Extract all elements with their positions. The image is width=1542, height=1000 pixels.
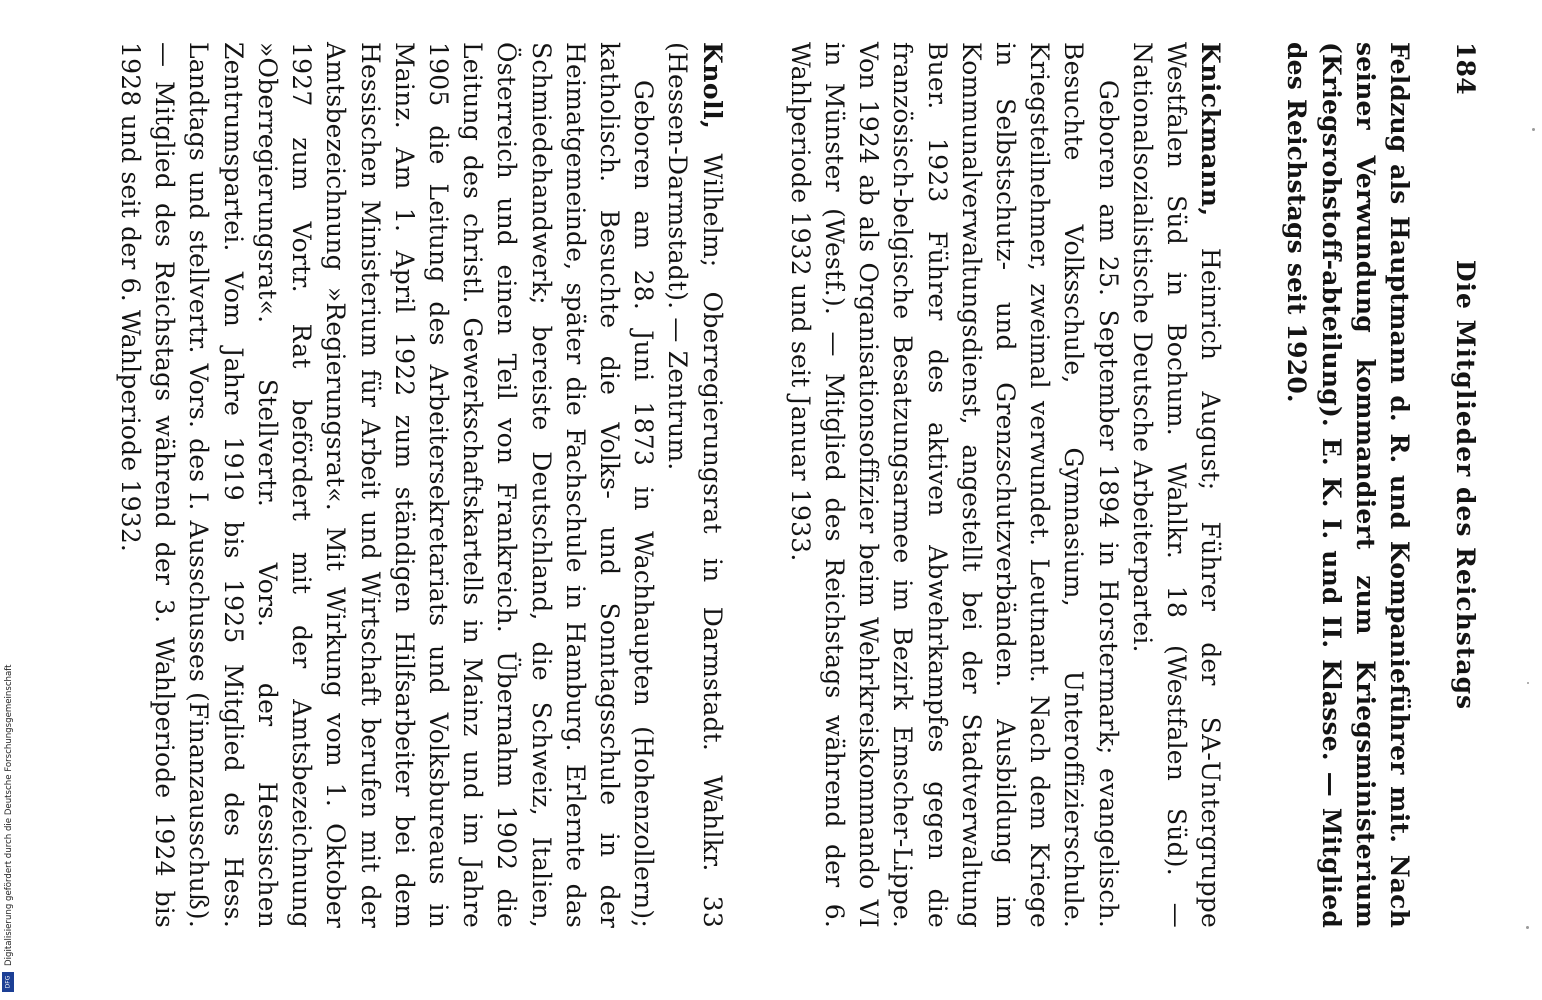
funding-credit-text: Digitalisierung gefördert durch die Deutsche Forschungsgemeinschaft xyxy=(4,664,14,966)
scan-speck xyxy=(1532,128,1535,131)
entry-body: Geboren am 28. Juni 1873 in Wachhaupten (Hohenzollern); katholisch. Besuchte die Volks- und Sonntagsschule in der Heimatgemeinde, später die Fachschule in Hamburg. Erlernte das Schmiedehandwerk; bereiste Deutschland, die Schweiz, Italien, Österreich und einen Teil von Frankreich. Übernahm 1902 die Leitung des christl. Gewerkschaftskartells in Mainz und im Jahre 1905 die Leitung des Arbeitersekretariats und Volksbureaus in Mainz. Am 1. April 1922 zum ständigen Hilfsarbeiter bei dem Hessischen Ministerium für Arbeit und Wirtschaft berufen mit der Amtsbezeichnung »Regierungsrat«. Mit Wirkung vom 1. Oktober 1927 zum Vortr. Rat befördert mit der Amtsbezeichnung »Oberregierungsrat«. Stellvertr. Vors. der Hessischen Zentrumspartei. Vom Jahre 1919 bis 1925 Mitglied des Hess. Landtags und stellvertr. Vors. des I. Ausschusses (Finanzausschuß). — Mitglied des Reichstags während der 3. Wahlperiode 1924 bis 1928 und seit der 6. Wahlperiode 1932. xyxy=(116,42,659,928)
page-number: 184 xyxy=(1451,42,1480,95)
biography-entry xyxy=(783,42,1228,928)
dfg-logo-icon: DFG xyxy=(2,972,14,992)
scan-speck xyxy=(1527,682,1529,684)
scan-credit xyxy=(2,606,16,994)
entry-body: Geboren am 25. September 1894 in Horstermark; evangelisch. Besuchte Volksschule, Gymnasium, Unteroffizierschule. Kriegsteilnehmer, zweimal verwundet. Leutnant. Nach dem Kriege in Selbstschutz- und Grenzschutzverbänden. Ausbildung im Kommunalverwaltungsdienst, angestellt bei der Stadtverwaltung Buer. 1923 Führer des aktiven Abwehrkampfes gegen die französisch-belgische Besatzungsarmee im Bezirk Emscher-Lippe. Von 1924 ab als Organisationsoffizier beim Wehrkreiskommando VI in Münster (Westf.). — Mitglied des Reichstags während der 6. Wahlperiode 1932 und seit Januar 1933. xyxy=(785,42,1123,928)
entry-heading-text: Heinrich August; Führer der SA-Untergruppe Westfalen Süd in Bochum. Wahlkr. 18 (Westfalen Süd). — Nationalsozialistische Deutsche Arbeiterpartei. xyxy=(1127,42,1226,928)
scan-speck xyxy=(1526,926,1529,929)
entry-heading xyxy=(660,42,728,928)
entry-name: Knickmann, xyxy=(1196,42,1226,217)
entry-name: Knoll, xyxy=(697,42,727,130)
biography-entry xyxy=(113,42,729,928)
page-content xyxy=(59,42,1482,928)
running-title: Die Mitglieder des Reichstags xyxy=(1451,259,1480,711)
entry-heading xyxy=(1125,42,1228,928)
running-head xyxy=(1448,42,1482,928)
continued-entry-text: Feldzug als Hauptmann d. R. und Kompanieführer mit. Nach seiner Verwundung kommandiert zum Kriegsministerium (Kriegsrohstoff-abteilung). E. K. I. und II. Klasse. — Mitglied des Reichstags seit 1920. xyxy=(1282,42,1414,928)
entry-heading-text: Wilhelm; Oberregierungsrat in Darmstadt. Wahlkr. 33 (Hessen-Darmstadt). — Zentrum. xyxy=(663,42,727,928)
